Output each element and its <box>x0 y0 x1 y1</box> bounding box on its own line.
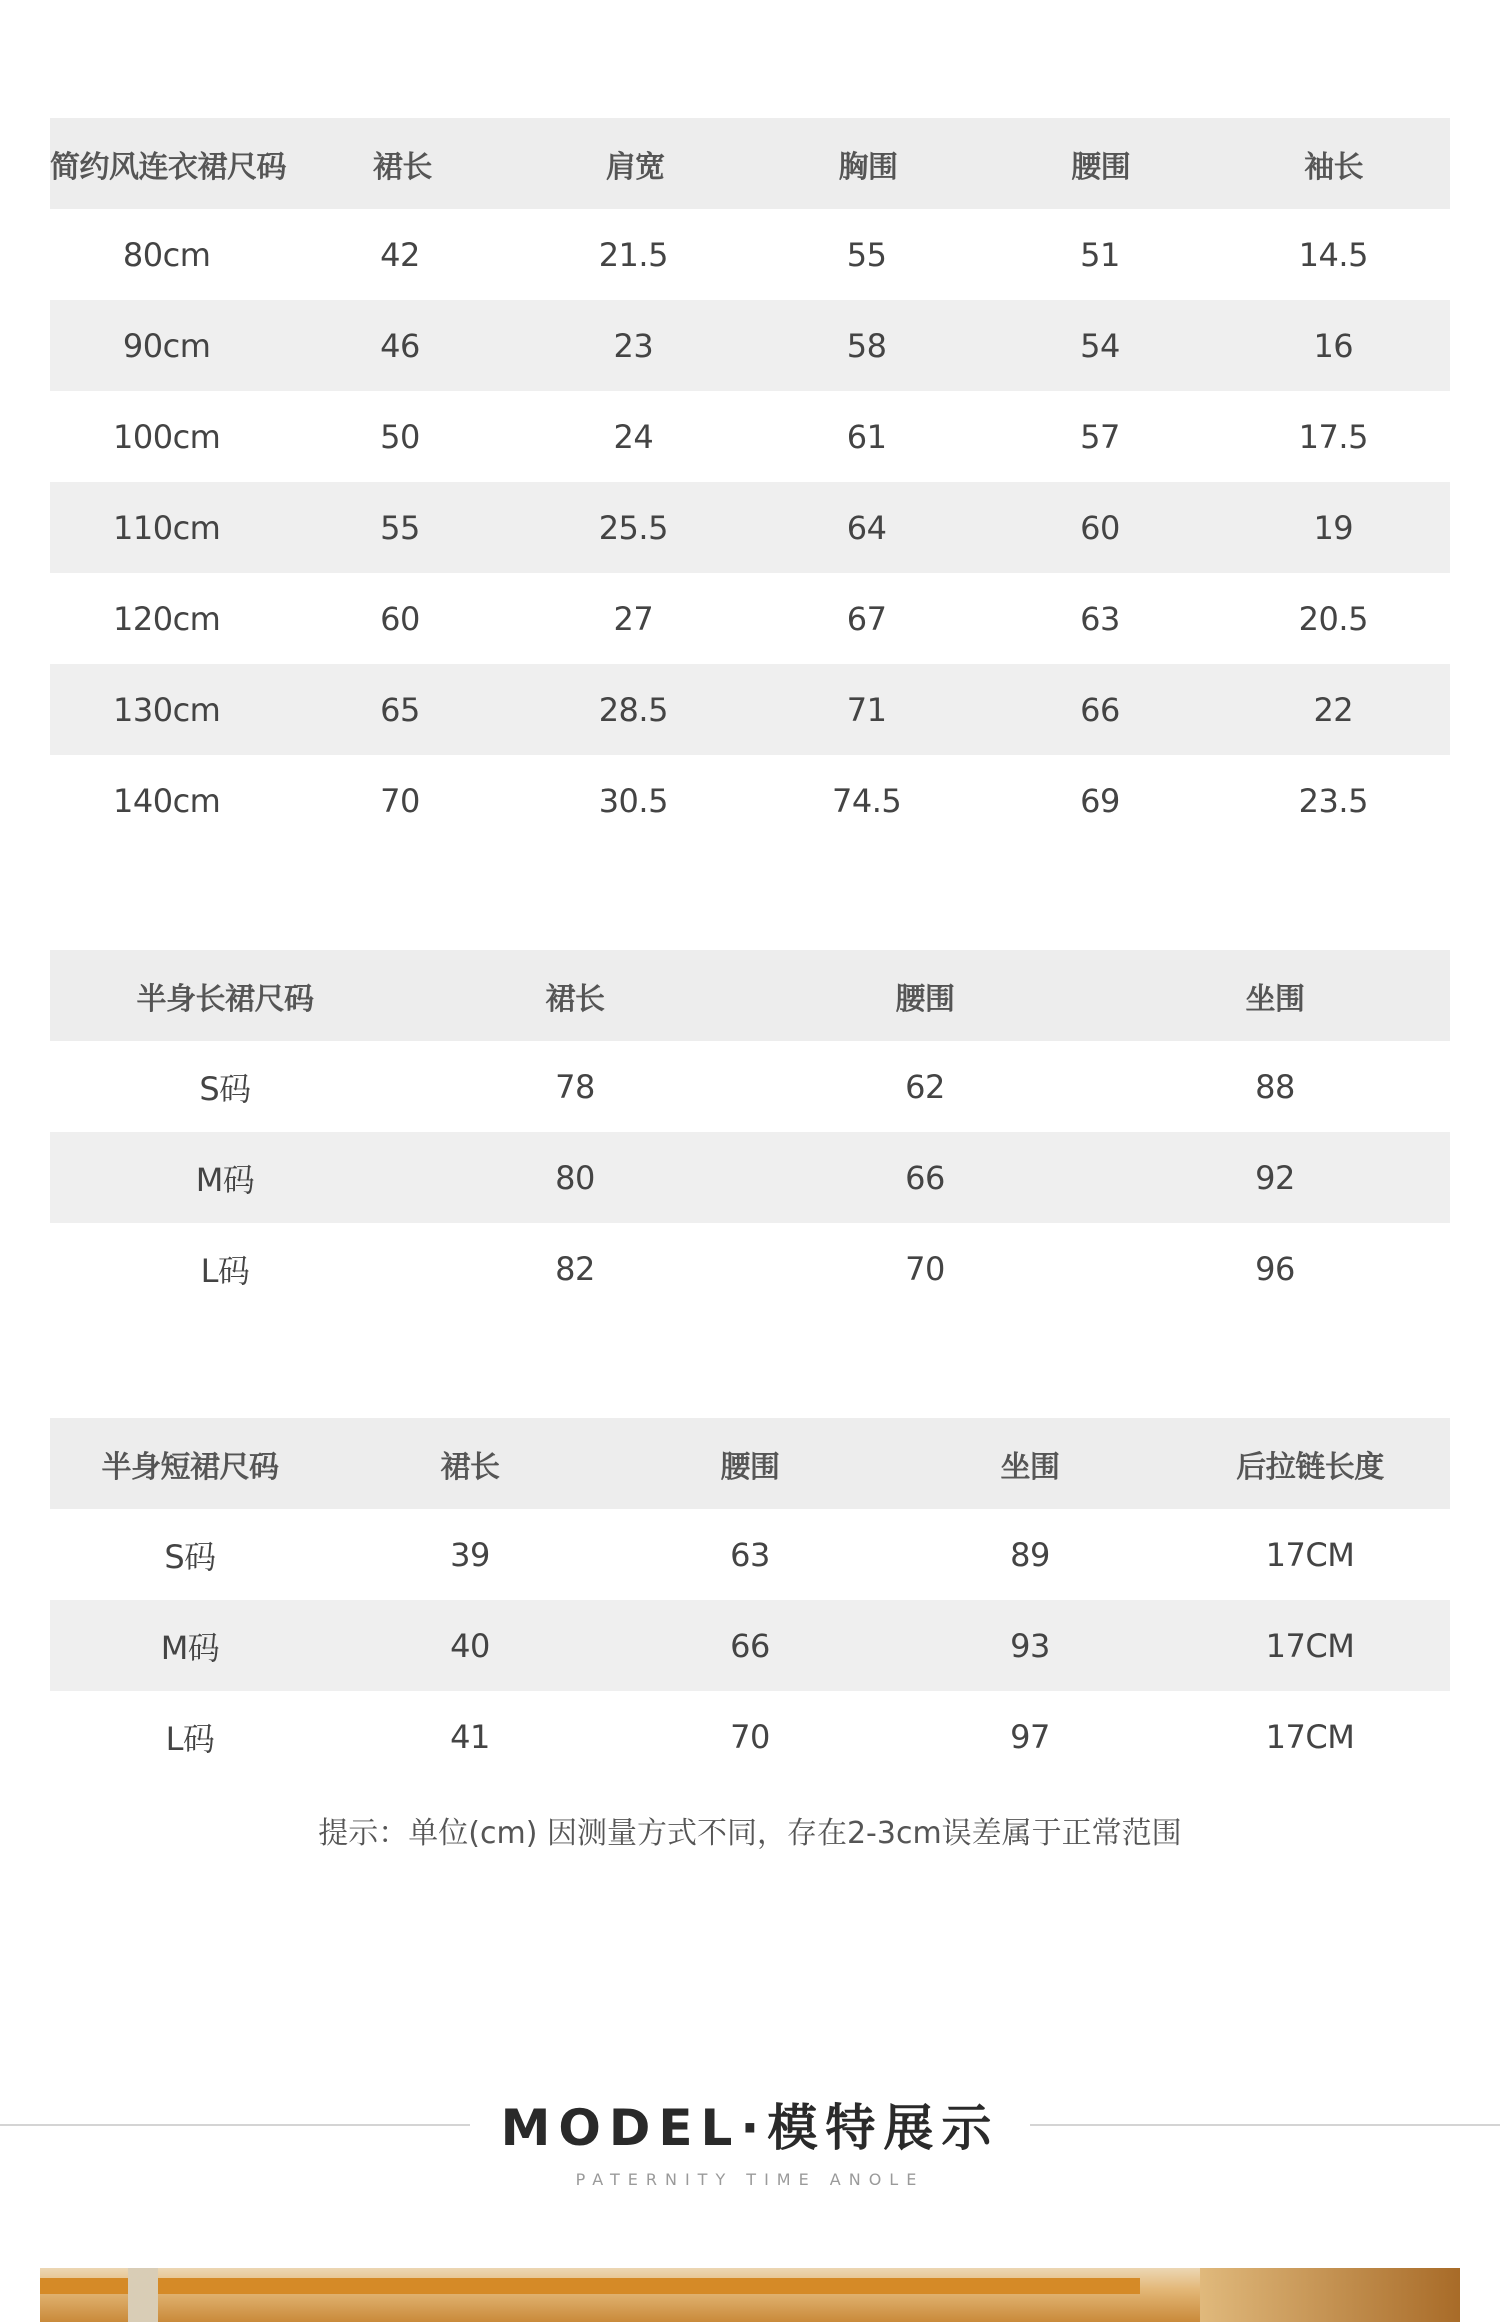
table-cell: 130cm <box>112 690 221 729</box>
table-cell: 120cm <box>112 599 221 638</box>
table-cell: 21.5 <box>598 235 668 274</box>
table-cell: 90cm <box>122 326 211 365</box>
header-cell: 腰围 <box>720 1449 780 1485</box>
table-cell: 22 <box>1313 690 1354 729</box>
table-cell: 16 <box>1313 326 1354 365</box>
model-photo <box>40 2268 1460 2322</box>
header-cell: 胸围 <box>838 149 898 185</box>
table-cell: 60 <box>1080 508 1120 547</box>
table-cell: 88 <box>1255 1067 1295 1106</box>
table-row <box>50 391 1450 482</box>
table-cell: 17CM <box>1265 1717 1355 1756</box>
table-cell: 70 <box>380 781 420 820</box>
header-cell: 坐围 <box>1245 981 1305 1017</box>
header-cell: 腰围 <box>1071 149 1131 185</box>
table-cell: L码 <box>165 1719 215 1758</box>
table-cell: 23 <box>613 326 654 365</box>
table-cell: 28.5 <box>598 690 668 729</box>
table-cell: 70 <box>905 1249 945 1288</box>
table-cell: 27 <box>613 599 654 638</box>
table-cell: 20.5 <box>1298 599 1368 638</box>
table-cell: 140cm <box>112 781 221 820</box>
short-skirt-header-row <box>50 1418 1450 1509</box>
dress-size-table <box>50 118 1450 846</box>
table-cell: M码 <box>160 1628 220 1667</box>
table-cell: 55 <box>846 235 887 274</box>
table-cell: 93 <box>1010 1626 1050 1665</box>
table-cell: 17.5 <box>1298 417 1368 456</box>
table-cell: 67 <box>846 599 887 638</box>
header-cell: 坐围 <box>1000 1449 1060 1485</box>
table-cell: 41 <box>450 1717 490 1756</box>
table-row <box>50 755 1450 846</box>
table-cell: 23.5 <box>1298 781 1368 820</box>
header-cell: 裙长 <box>372 149 432 185</box>
header-cell: 半身长裙尺码 <box>136 981 314 1017</box>
table-cell: 57 <box>1080 417 1120 456</box>
table-cell: 25.5 <box>598 508 668 547</box>
table-cell: 19 <box>1313 508 1354 547</box>
table-cell: 17CM <box>1265 1626 1355 1665</box>
table-cell: 58 <box>846 326 887 365</box>
table-cell: 42 <box>380 235 420 274</box>
header-cell: 肩宽 <box>605 149 665 185</box>
photo-post <box>128 2268 158 2322</box>
table-cell: 78 <box>555 1067 595 1106</box>
table-cell: 30.5 <box>598 781 668 820</box>
table-row <box>50 664 1450 755</box>
table-cell: S码 <box>199 1069 251 1108</box>
table-cell: 82 <box>555 1249 595 1288</box>
table-row <box>50 209 1450 300</box>
table-cell: 74.5 <box>832 781 902 820</box>
table-cell: 62 <box>905 1067 945 1106</box>
long-skirt-size-table <box>50 950 1450 1314</box>
table-cell: 89 <box>1010 1535 1050 1574</box>
table-row <box>50 1132 1450 1223</box>
table-cell: 66 <box>905 1158 945 1197</box>
photo-band <box>40 2278 1140 2294</box>
table-row <box>50 1223 1450 1314</box>
table-cell: 17CM <box>1265 1535 1355 1574</box>
table-cell: 110cm <box>112 508 221 547</box>
table-cell: 46 <box>380 326 420 365</box>
table-row <box>50 1691 1450 1782</box>
table-cell: 80cm <box>122 235 211 274</box>
table-cell: 61 <box>846 417 887 456</box>
short-skirt-size-table <box>50 1418 1450 1782</box>
dress-size-header-row <box>50 118 1450 209</box>
long-skirt-header-row <box>50 950 1450 1041</box>
table-cell: 70 <box>730 1717 770 1756</box>
table-row <box>50 482 1450 573</box>
table-row <box>50 1600 1450 1691</box>
table-cell: 100cm <box>112 417 221 456</box>
table-cell: L码 <box>200 1251 250 1290</box>
table-cell: M码 <box>195 1160 255 1199</box>
photo-shadow <box>1200 2268 1460 2322</box>
table-row <box>50 300 1450 391</box>
table-cell: 50 <box>380 417 420 456</box>
measurement-note: 提示：单位(cm) 因测量方式不同，存在2-3cm误差属于正常范围 <box>318 1816 1182 1851</box>
table-cell: 69 <box>1080 781 1120 820</box>
table-cell: 51 <box>1080 235 1120 274</box>
table-cell: 63 <box>730 1535 770 1574</box>
table-cell: 65 <box>380 690 420 729</box>
table-cell: 39 <box>450 1535 490 1574</box>
model-divider-left <box>0 2124 470 2126</box>
table-cell: 96 <box>1255 1249 1295 1288</box>
table-cell: 71 <box>846 690 887 729</box>
table-cell: 66 <box>1080 690 1120 729</box>
table-cell: 24 <box>613 417 654 456</box>
table-cell: 63 <box>1080 599 1120 638</box>
table-cell: 14.5 <box>1298 235 1368 274</box>
table-cell: 40 <box>450 1626 490 1665</box>
table-cell: 54 <box>1080 326 1120 365</box>
header-cell: 袖长 <box>1304 149 1364 185</box>
header-cell: 半身短裙尺码 <box>101 1449 279 1485</box>
header-cell: 腰围 <box>895 981 955 1017</box>
table-cell: S码 <box>164 1537 216 1576</box>
table-row <box>50 1509 1450 1600</box>
header-cell: 简约风连衣裙尺码 <box>50 149 286 185</box>
table-cell: 66 <box>730 1626 770 1665</box>
header-cell: 后拉链长度 <box>1236 1449 1384 1485</box>
header-cell: 裙长 <box>440 1449 500 1485</box>
table-cell: 80 <box>555 1158 595 1197</box>
model-divider-right <box>1030 2124 1500 2126</box>
table-cell: 92 <box>1255 1158 1295 1197</box>
table-row <box>50 1041 1450 1132</box>
table-cell: 55 <box>380 508 420 547</box>
table-cell: 97 <box>1010 1717 1050 1756</box>
table-cell: 60 <box>380 599 420 638</box>
header-cell: 裙长 <box>545 981 605 1017</box>
model-section-subtitle: PATERNITY TIME ANOLE <box>575 2170 925 2189</box>
table-cell: 64 <box>846 508 887 547</box>
table-row <box>50 573 1450 664</box>
model-section-title: MODEL·模特展示 <box>500 2099 1000 2157</box>
